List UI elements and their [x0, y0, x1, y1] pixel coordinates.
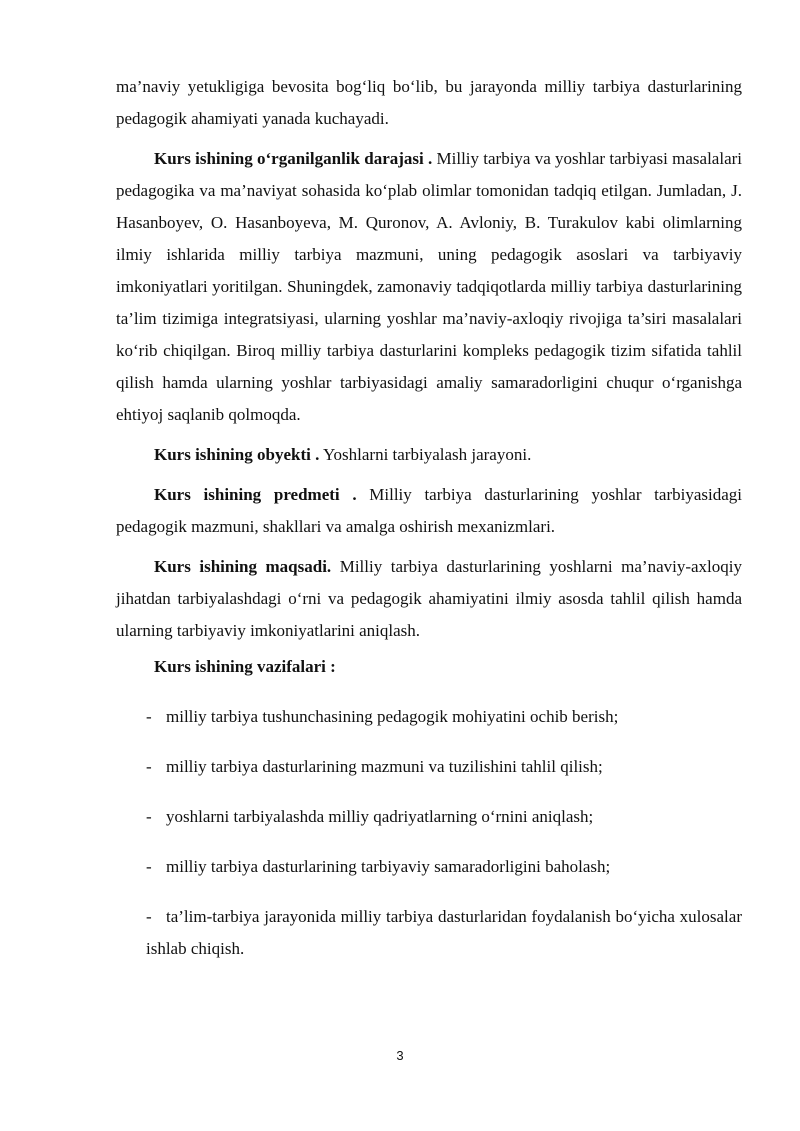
object-text: Yoshlarni tarbiyalash jarayoni.: [319, 445, 532, 464]
dash-bullet: -: [146, 707, 152, 726]
task-text: milliy tarbiya tushunchasining pedagogik mohiyatini ochib berish;: [166, 707, 619, 726]
subject-paragraph: [116, 479, 742, 543]
document-body: [116, 71, 742, 965]
tasks-list: [116, 701, 742, 965]
task-text: yoshlarni tarbiyalashda milliy qadriyatlarning o‘rnini aniqlash;: [166, 807, 594, 826]
task-text: milliy tarbiya dasturlarining tarbiyaviy samaradorligini baholash;: [166, 857, 611, 876]
studied-text: Milliy tarbiya va yoshlar tarbiyasi masalalari pedagogika va ma’naviyat sohasida ko‘plab olimlar tomonidan tadqiq etilgan. Jumladan, J. Hasanboyev, O. Hasanboyeva, M. Quronov, A. Avloniy, B. Turakulov kabi olimlarning ilmiy ishlarida milliy tarbiya mazmuni, uning pedagogik asoslari va tarbiyaviy imkoniyatlari yoritilgan. Shuningdek, zamonaviy tadqiqotlarda milliy tarbiya dasturlarining ta’lim tizimiga integratsiyasi, ularning yoshlar ma’naviy-axloqiy rivojiga ta’siri masalalari ko‘rib chiqilgan. Biroq milliy tarbiya dasturlarini kompleks pedagogik tizim sifatida tahlil qilish hamda ularning yoshlar tarbiyasidagi amaliy samaradorligini chuqur o‘rganishga ehtiyoj saqlanib qolmoqda.: [116, 149, 743, 424]
tasks-heading: Kurs ishining vazifalari :: [154, 657, 336, 676]
intro-paragraph: ma’naviy yetukligiga bevosita bog‘liq bo‘lib, bu jarayonda milliy tarbiya dasturlarining pedagogik ahamiyati yanada kuchayadi.: [116, 77, 742, 128]
task-text: milliy tarbiya dasturlarining mazmuni va tuzilishini tahlil qilish;: [166, 757, 603, 776]
page-number: 3: [396, 1048, 404, 1063]
goal-heading: Kurs ishining maqsadi.: [154, 557, 332, 576]
goal-paragraph: [116, 551, 742, 647]
dash-bullet: -: [146, 757, 152, 776]
list-item: [116, 701, 742, 733]
dash-bullet: -: [146, 807, 152, 826]
studied-heading: Kurs ishining o‘rganilganlik darajasi .: [154, 149, 433, 168]
dash-bullet: -: [146, 857, 152, 876]
dash-bullet: -: [146, 907, 152, 926]
list-item: [116, 801, 742, 833]
object-heading: Kurs ishining obyekti .: [154, 445, 320, 464]
list-item: [116, 751, 742, 783]
subject-text: Milliy tarbiya dasturlarining yoshlar tarbiyasidagi pedagogik mazmuni, shakllari va amalga oshirish mexanizmlari.: [116, 485, 742, 536]
task-text: ta’lim-tarbiya jarayonida milliy tarbiya dasturlaridan foydalanish bo‘yicha xulosalar ishlab chiqish.: [146, 907, 742, 958]
subject-heading: Kurs ishining predmeti .: [154, 485, 357, 504]
list-item: [116, 851, 742, 883]
goal-text: Milliy tarbiya dasturlarining yoshlarni ma’naviy-axloqiy jihatdan tarbiyalashdagi o‘rni va pedagogik ahamiyatini ilmiy asosda tahlil qilish hamda ularning tarbiyaviy imkoniyatlarini aniqlash.: [116, 557, 743, 640]
studied-paragraph: [116, 143, 742, 431]
list-item: [116, 901, 742, 965]
object-paragraph: [116, 439, 742, 471]
